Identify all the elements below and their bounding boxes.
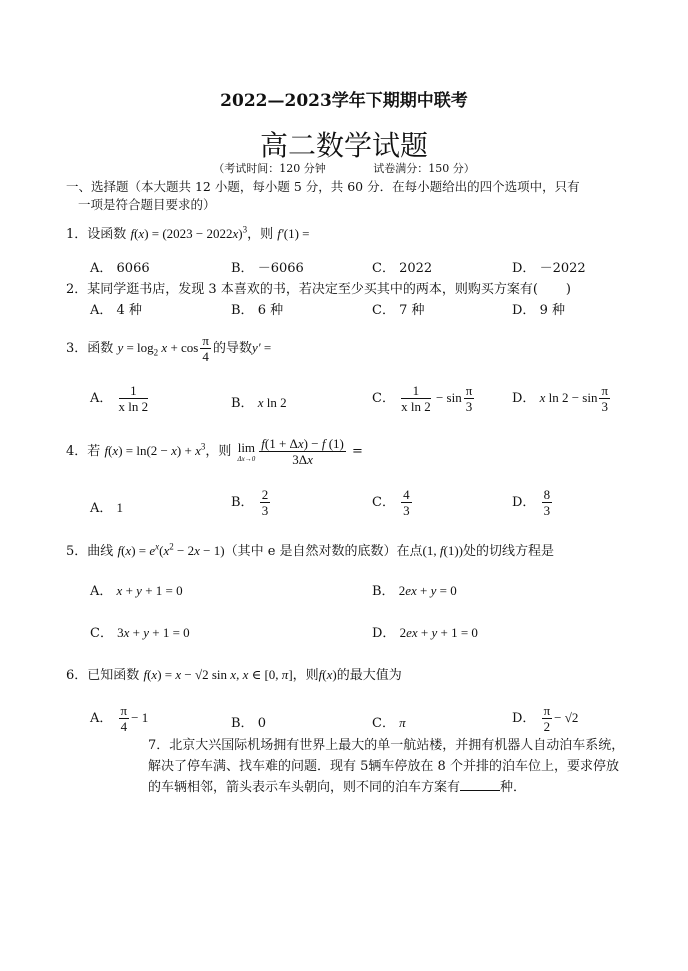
q2-option-a: A． 4 种 [90,303,142,318]
q2-text: 某同学逛书店，发现 3 本喜欢的书，若决定至少买其中的两本，则购买方案有( [87,282,538,297]
q6-option-a: A． $\frac{\pi}{4}$ − 1 [90,703,149,734]
q5-option-a: A． x + y + 1 = 0 [90,583,183,599]
q4-option-c: C． $\frac{4}{3}$ [372,487,410,518]
question-3: 3．函数 $y = \log_2 x + \cos$ $\frac{\pi}{4}$ 的导数y′ = [66,333,272,364]
exam-time: （考试时间：120 分钟 [213,162,326,175]
q2-option-c: C． 7 种 [372,303,425,318]
q4-limit: lim Δx→0 [237,439,256,463]
q1-derivative: f′(1) = [277,226,310,241]
q7-blank [460,779,500,791]
q6-option-c: C． π [372,715,406,731]
question-2: 2．某同学逛书店，发现 3 本喜欢的书，若决定至少买其中的两本，则购买方案有( ) [66,282,571,297]
q5-option-d: D． 2ex + y + 1 = 0 [372,625,478,641]
q4-formula: $f(x) = \ln(2 - x) + x^3$ [104,441,206,458]
q2-option-b: B． 6 种 [231,303,284,318]
q1-option-c: C． 2022 [372,261,433,276]
q1-post: ，则 [247,227,274,242]
q4-option-d: D． $\frac{8}{3}$ [512,487,551,518]
q2-number: 2． [66,282,88,297]
q1-option-a: A． 6066 [90,261,150,276]
q6-option-d: D． $\frac{\pi}{2}$ − √2 [512,703,579,734]
q3-option-b: B． x ln 2 [231,395,287,411]
q7-end: 种． [500,780,527,795]
question-4: 4．若 $f(x) = \ln(2 - x) + x^3$，则 lim Δx→0 $\frac{f(1 + \Delta x) - f (1)}{3\Delta x}$ = [66,436,363,467]
q2-option-d: D． 9 种 [512,303,565,318]
section-instructions [66,178,646,214]
exam-score: 试卷满分：150 分） [373,162,475,175]
q3-option-c: C． $\frac{1}{\text{x ln 2}}$ − sin $\frac{\pi}{3}$ [372,383,473,414]
q6-formula: f(x) = x − √2 sin x, x ∈ [0, π] [143,667,293,682]
q4-option-b: B． $\frac{2}{3}$ [231,487,269,518]
question-5: 5．曲线 $f(x) = e^x(x^2 - 2x - 1)$（其中 e 是自然对数的底数）在点(1, f(1))处的切线方程是 [66,541,555,559]
q5-formula: $f(x) = e^x(x^2 - 2x - 1)$ [117,541,225,558]
section-line-2: 一项是符合题目要求的） [78,197,216,212]
q1-formula: $f(x) = (2023 - 2022x)^3$ [130,224,248,241]
question-7 [148,735,628,798]
q3-frac: $\frac{\pi}{4}$ [202,333,209,364]
q6-option-b: B． 0 [231,716,266,731]
q1-option-b: B． －6066 [231,261,304,276]
exam-title: 高二数学试题 [259,129,428,162]
exam-meta [0,160,688,176]
q1-option-d: D． －2022 [512,261,586,276]
exam-header: 2022—2023学年下期期中联考 [220,91,468,111]
q3-formula: $y = \log_2 x + \cos$ [117,340,199,358]
q3-option-d: D． x ln 2 − sin $\frac{\pi}{3}$ [512,383,609,414]
q5-option-c: C． 3x + y + 1 = 0 [90,625,190,641]
q3-option-a: A． $\frac{1}{\text{x ln 2}}$ [90,383,149,414]
q5-option-b: B． 2ex + y = 0 [372,583,457,599]
q1-pre: 设函数 [87,227,127,242]
q4-frac: $\frac{f(1 + \Delta x) - f (1)}{3\Delta x}$ [261,436,344,467]
question-1 [66,223,310,242]
section-line-1: 一、选择题（本大题共 12 小题，每小题 5 分，共 60 分．在每小题给出的四个选项中，只有 [66,179,580,194]
question-6: 6．已知函数 f(x) = x − √2 sin x, x ∈ [0, π]，则f(x)的最大值为 [66,667,402,683]
q1-number: 1． [66,227,88,242]
q7-text: 7．北京大兴国际机场拥有世界上最大的单一航站楼，并拥有机器人自动泊车系统，解决了停车满、找车难的问题．现有 5辆车停放在 8 个并排的泊车位上，要求停放的车辆相邻，箭头表示车头朝向，则不同的泊车方案有 [148,738,625,795]
q4-option-a: A． 1 [90,500,124,516]
